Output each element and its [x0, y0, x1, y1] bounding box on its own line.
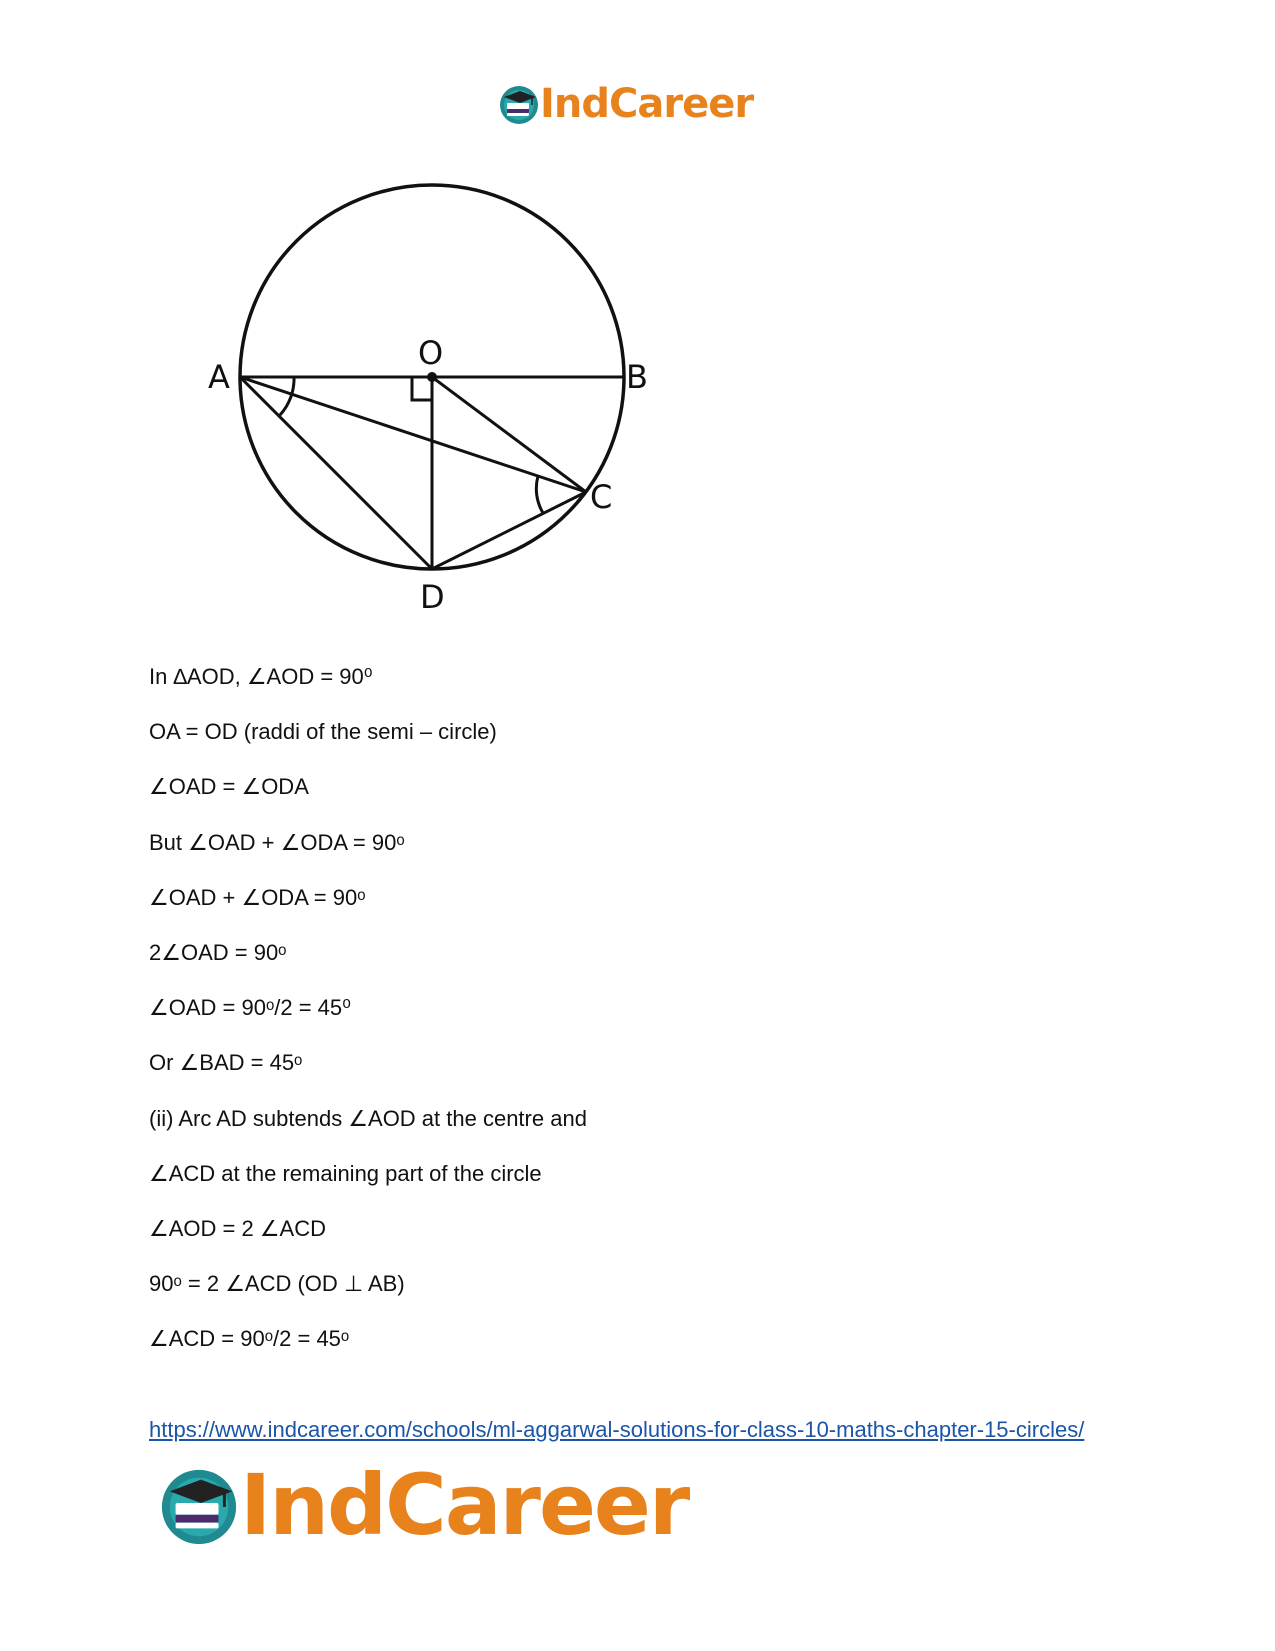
solution-line: ∠ACD at the remaining part of the circle — [149, 1160, 542, 1186]
segment-OC — [432, 377, 586, 492]
segment-AD — [240, 377, 432, 569]
segment-CD — [432, 492, 586, 569]
solution-line: ∠ACD = 90ᵒ/2 = 45ᵒ — [149, 1326, 350, 1352]
graduation-cap-book-icon — [158, 1464, 240, 1546]
angle-arc-C — [536, 476, 543, 513]
center-point-O — [427, 372, 437, 382]
footer-logo — [158, 1455, 688, 1555]
circle-diagram — [170, 178, 710, 638]
solution-line: In ∆AOD, ∠AOD = 90⁰ — [149, 664, 373, 689]
label-A: A — [208, 358, 230, 396]
brand-wordmark: IndCareer — [540, 81, 754, 127]
label-C: C — [590, 478, 613, 516]
solution-line: ∠OAD + ∠ODA = 90ᵒ — [149, 884, 366, 910]
brand-wordmark: IndCareer — [240, 1456, 689, 1554]
label-B: B — [626, 358, 648, 396]
solution-text — [149, 664, 1149, 1381]
solution-line: But ∠OAD + ∠ODA = 90ᵒ — [149, 829, 405, 855]
solution-line: ∠OAD = ∠ODA — [149, 774, 309, 800]
header-logo — [498, 78, 753, 130]
solution-line: 90ᵒ = 2 ∠ACD (OD ⊥ AB) — [149, 1271, 405, 1297]
solution-line: OA = OD (raddi of the semi – circle) — [149, 719, 497, 745]
label-O: O — [418, 334, 444, 372]
label-D: D — [420, 578, 445, 616]
solution-line: (ii) Arc AD subtends ∠AOD at the centre and — [149, 1105, 587, 1131]
solution-line: 2∠OAD = 90ᵒ — [149, 939, 287, 965]
graduation-cap-book-icon — [498, 83, 540, 125]
solution-line: ∠AOD = 2 ∠ACD — [149, 1215, 326, 1241]
solution-line: ∠OAD = 90ᵒ/2 = 45⁰ — [149, 995, 351, 1021]
angle-arc-A — [280, 377, 294, 415]
source-url-link[interactable]: https://www.indcareer.com/schools/ml-aggarwal-solutions-for-class-10-maths-chapter-15-circles/ — [149, 1417, 1085, 1442]
solution-line: Or ∠BAD = 45ᵒ — [149, 1050, 303, 1076]
